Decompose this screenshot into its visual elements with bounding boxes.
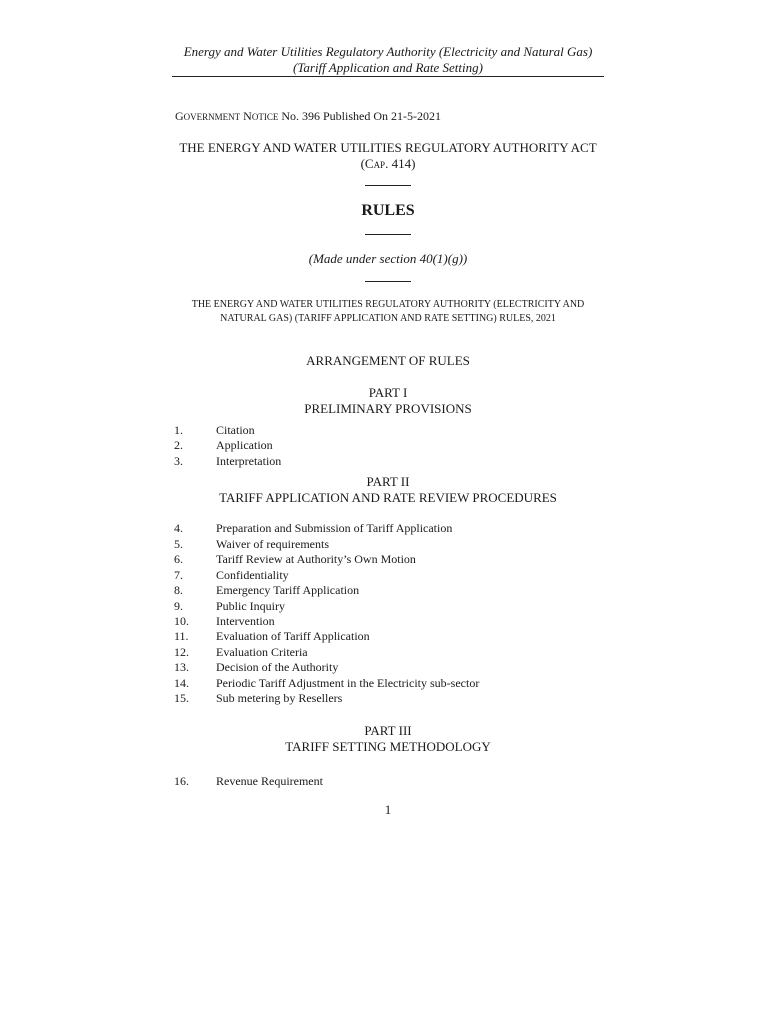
header-divider [172, 76, 604, 77]
divider-2 [365, 234, 411, 235]
item-text: Evaluation Criteria [216, 645, 308, 659]
item-text: Public Inquiry [216, 599, 285, 613]
item-number: 5. [174, 537, 183, 551]
item-number: 8. [174, 583, 183, 597]
item-number: 1. [174, 423, 183, 437]
item-number: 7. [174, 568, 183, 582]
item-number: 12. [174, 645, 189, 659]
item-text: Preparation and Submission of Tariff Application [216, 521, 453, 535]
cap-open: (C [360, 156, 374, 171]
item-number: 2. [174, 438, 183, 452]
arrangement-heading: ARRANGEMENT OF RULES [306, 353, 470, 368]
part-title: PRELIMINARY PROVISIONS [304, 401, 472, 416]
notice-notice-initial: N [243, 109, 252, 123]
part-title: TARIFF APPLICATION AND RATE REVIEW PROCEDURES [219, 490, 557, 505]
item-number: 11. [174, 629, 189, 643]
rules-title: RULES [361, 202, 415, 219]
part-1-heading [172, 385, 604, 417]
header-line-2: (Tariff Application and Rate Setting) [293, 60, 483, 75]
part-2-heading [172, 474, 604, 506]
page-number: 1 [384, 802, 392, 817]
item-number: 9. [174, 599, 183, 613]
long-title-line-1: THE ENERGY AND WATER UTILITIES REGULATORY AUTHORITY (ELECTRICITY AND [191, 299, 585, 310]
part-label: PART I [368, 385, 408, 400]
item-number: 10. [174, 614, 189, 628]
divider-1 [365, 185, 411, 186]
item-text: Sub metering by Resellers [216, 691, 343, 705]
item-number: 15. [174, 691, 189, 705]
item-text: Waiver of requirements [216, 537, 329, 551]
item-text: Confidentiality [216, 568, 289, 582]
part-3-heading [172, 723, 604, 755]
notice-gov-initial: G [175, 109, 184, 123]
act-name: THE ENERGY AND WATER UTILITIES REGULATORY AUTHORITY ACT [179, 140, 597, 155]
item-text: Periodic Tariff Adjustment in the Electricity sub-sector [216, 676, 480, 690]
item-text: Emergency Tariff Application [216, 583, 360, 597]
long-title-line-2: NATURAL GAS) (TARIFF APPLICATION AND RATE SETTING) RULES, 2021 [220, 313, 556, 324]
item-text: Citation [216, 423, 255, 437]
item-number: 3. [174, 454, 183, 468]
item-number: 6. [174, 552, 183, 566]
act-chapter [172, 156, 604, 173]
act-title [172, 140, 604, 173]
made-under-section: (Made under section 40(1)(g)) [308, 251, 468, 266]
item-text: Decision of the Authority [216, 660, 339, 674]
cap-small: AP [373, 160, 386, 170]
header-line-1: Energy and Water Utilities Regulatory Authority (Electricity and Natural Gas) [183, 44, 593, 59]
item-text: Intervention [216, 614, 275, 628]
running-header [172, 44, 604, 76]
part-label: PART III [364, 723, 412, 738]
cap-rest: . 414) [385, 156, 416, 171]
item-text: Revenue Requirement [216, 774, 323, 788]
item-text: Interpretation [216, 454, 282, 468]
notice-details: No. 396 Published On 21-5-2021 [278, 109, 442, 123]
notice-gov-rest: OVERNMENT [183, 112, 241, 122]
item-number: 14. [174, 676, 189, 690]
item-number: 4. [174, 521, 183, 535]
divider-3 [365, 281, 411, 282]
part-title: TARIFF SETTING METHODOLOGY [285, 739, 491, 754]
item-text: Application [216, 438, 273, 452]
item-text: Evaluation of Tariff Application [216, 629, 370, 643]
government-notice [175, 109, 441, 124]
item-number: 16. [174, 774, 189, 788]
long-title [172, 298, 604, 326]
part-label: PART II [366, 474, 410, 489]
notice-notice-rest: OTICE [251, 112, 279, 122]
item-text: Tariff Review at Authority’s Own Motion [216, 552, 416, 566]
item-number: 13. [174, 660, 189, 674]
